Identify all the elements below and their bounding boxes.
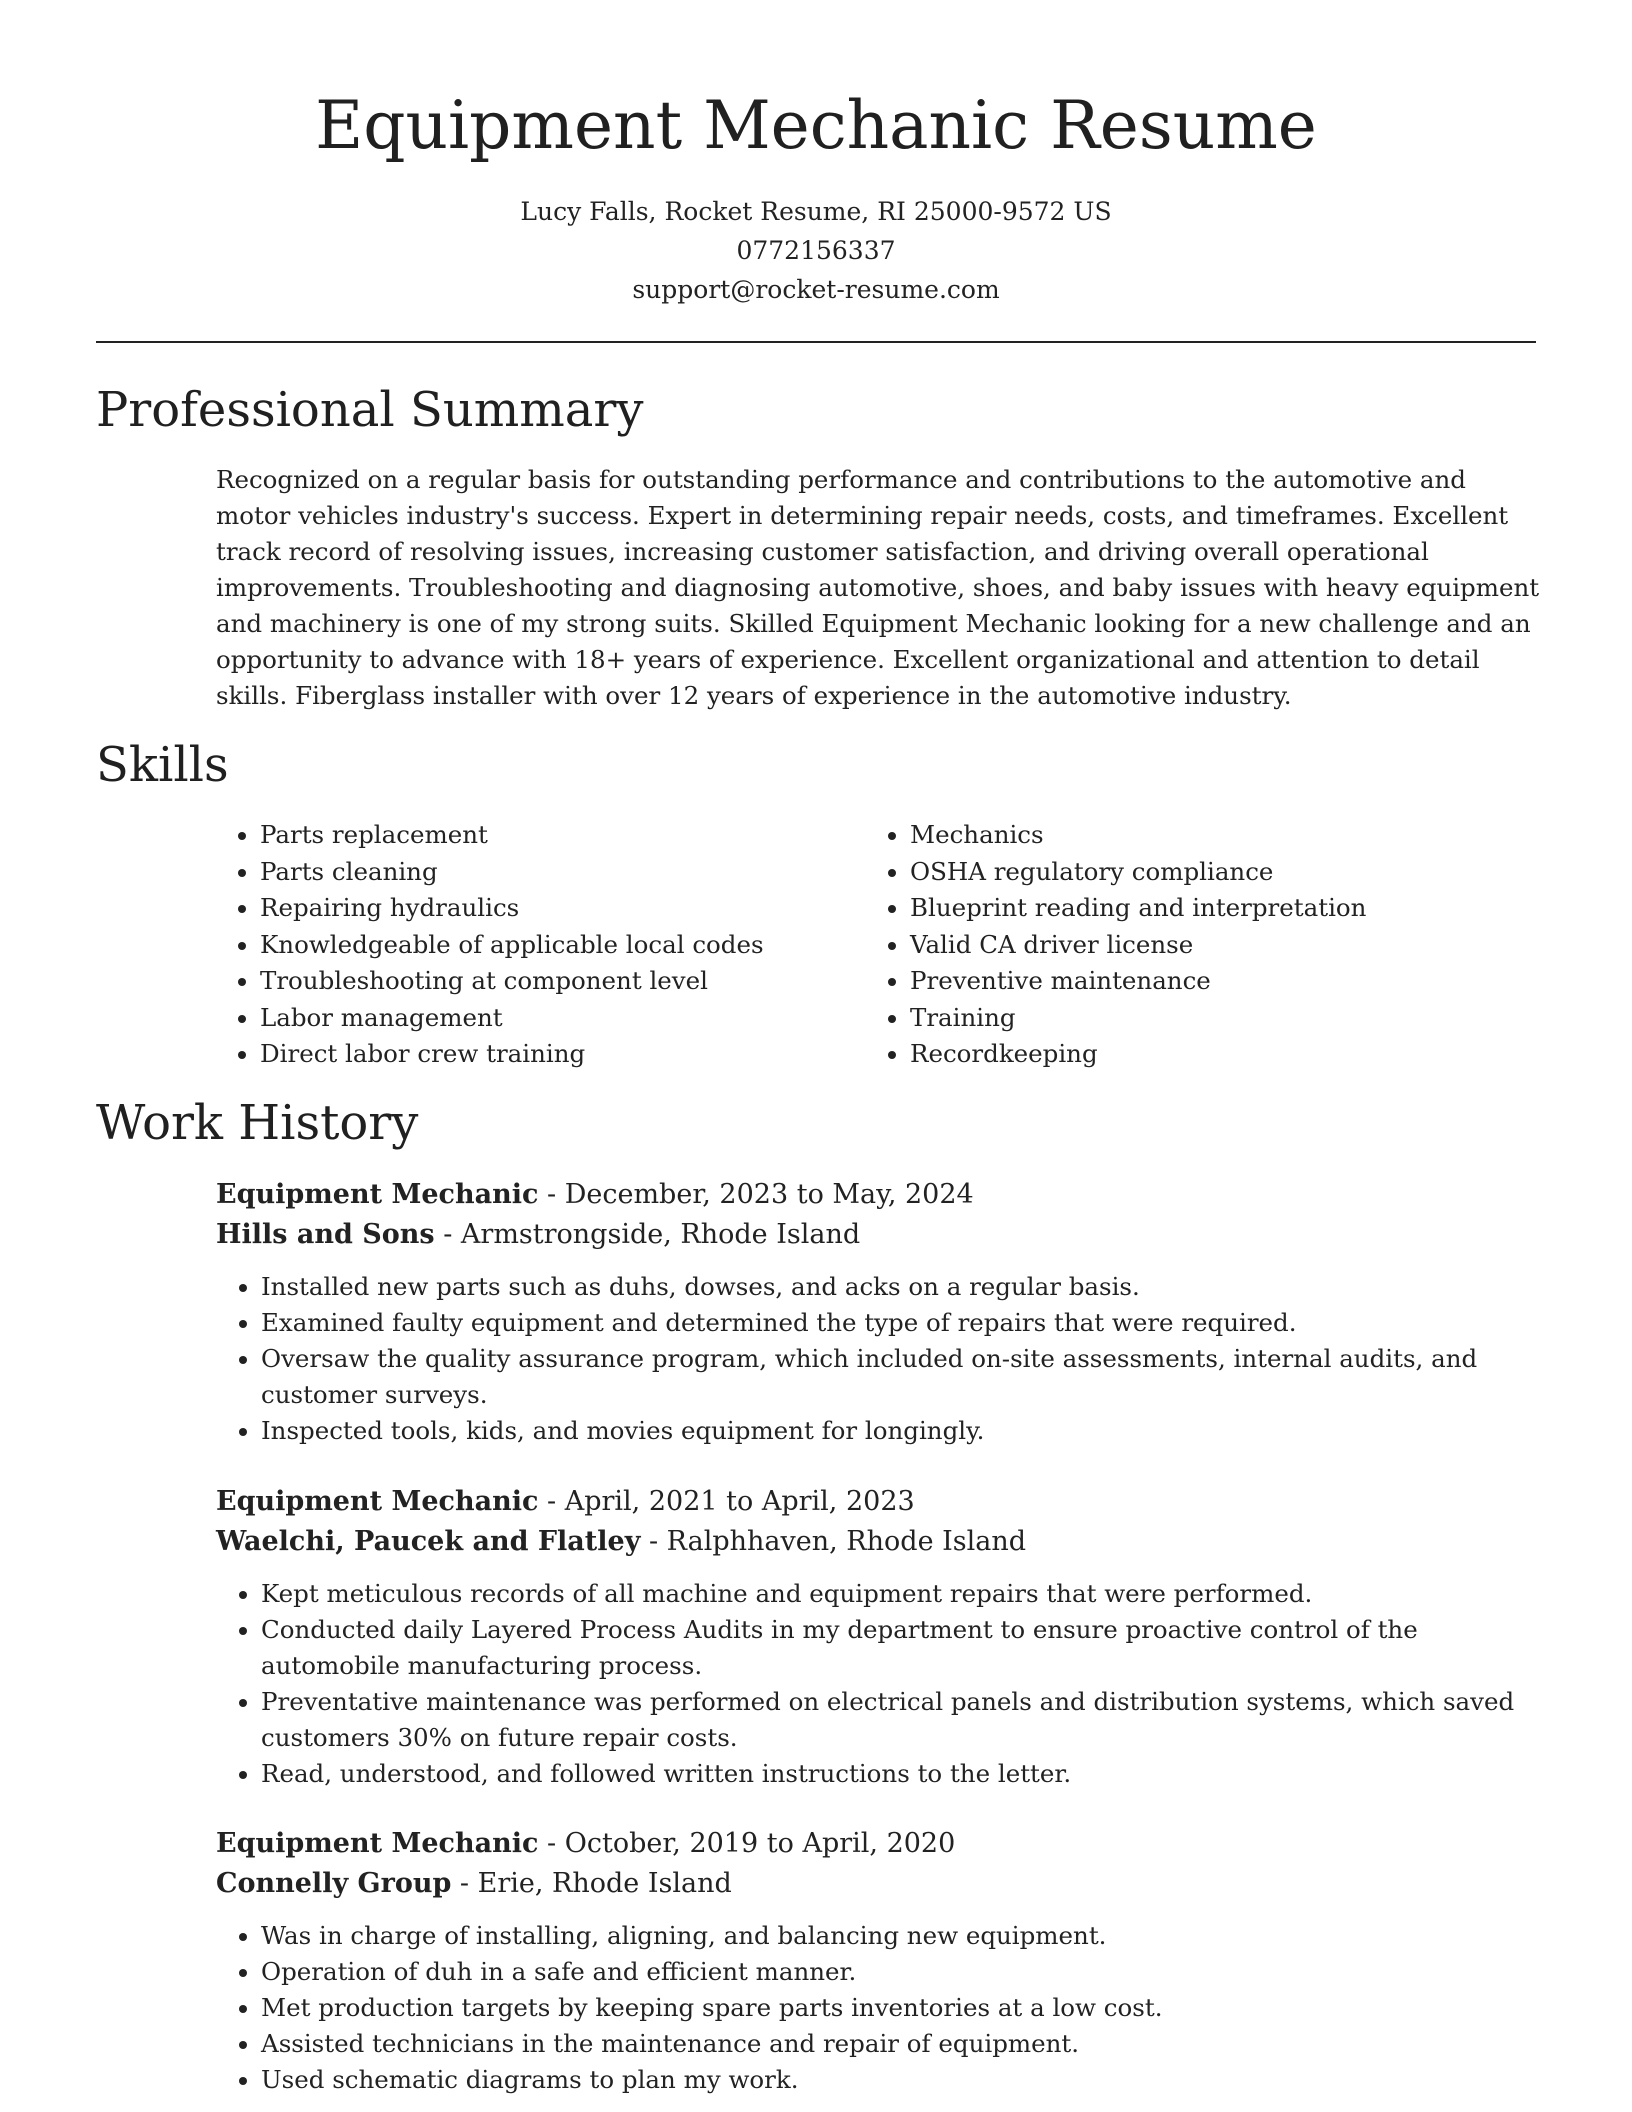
contact-address: Lucy Falls, Rocket Resume, RI 25000-9572 US (520, 197, 1112, 226)
duty-item: • Inspected tools, kids, and movies equipment for longingly. (261, 1413, 1540, 1449)
contact-info (96, 192, 1536, 309)
duty-item: • Used schematic diagrams to plan my work. (261, 2062, 1540, 2098)
job-company-line (216, 1864, 1540, 1904)
job-location: - Erie, Rhode Island (451, 1868, 732, 1899)
duty-item: • Was in charge of installing, aligning, and balancing new equipment. (261, 1918, 1540, 1954)
duty-item: • Examined faulty equipment and determined the type of repairs that were required. (261, 1305, 1540, 1341)
skill-item: • Valid CA driver license (910, 927, 1530, 964)
header-divider (96, 341, 1536, 343)
job-company: Connelly Group (216, 1868, 452, 1899)
work-history-heading: Work History (96, 1095, 419, 1151)
job-title-line (216, 1175, 1540, 1215)
skill-item: • Knowledgeable of applicable local codes (260, 927, 820, 964)
job-duties (216, 1918, 1540, 2098)
job-title: Equipment Mechanic (216, 1179, 539, 1210)
skill-item: • Parts replacement (260, 817, 820, 854)
skills-list-right (865, 817, 1530, 1073)
duty-item: • Met production targets by keeping spare parts inventories at a low cost. (261, 1990, 1540, 2026)
skill-item: • Direct labor crew training (260, 1036, 820, 1073)
job-company: Waelchi, Paucek and Flatley (216, 1526, 641, 1557)
duty-item: • Conducted daily Layered Process Audits in my department to ensure proactive control of the automobile manufacturing process. (261, 1612, 1540, 1684)
duty-item: • Oversaw the quality assurance program, which included on-site assessments, internal audits, and customer surveys. (261, 1341, 1540, 1413)
skill-item: • Troubleshooting at component level (260, 963, 820, 1000)
job-company: Hills and Sons (216, 1219, 435, 1250)
job-title: Equipment Mechanic (216, 1828, 539, 1859)
summary-heading: Professional Summary (96, 382, 644, 438)
skill-item: • Repairing hydraulics (260, 890, 820, 927)
skill-item: • Labor management (260, 1000, 820, 1037)
job-company-line (216, 1522, 1540, 1562)
job-location: - Armstrongside, Rhode Island (434, 1219, 861, 1250)
job-location: - Ralphhaven, Rhode Island (640, 1526, 1027, 1557)
job-title: Equipment Mechanic (216, 1486, 539, 1517)
skill-item: • Training (910, 1000, 1530, 1037)
job-company-line (216, 1215, 1540, 1255)
skill-item: • Parts cleaning (260, 854, 820, 891)
job-dates: - April, 2021 to April, 2023 (538, 1486, 915, 1517)
job-duties (216, 1576, 1540, 1792)
resume-header (96, 82, 1536, 309)
duty-item: • Assisted technicians in the maintenance and repair of equipment. (261, 2026, 1540, 2062)
duty-item: • Operation of duh in a safe and efficient manner. (261, 1954, 1540, 1990)
skills-heading: Skills (96, 737, 229, 793)
page-title: Equipment Mechanic Resume (315, 87, 1317, 164)
job-entry (216, 1824, 1540, 2098)
duty-item: • Read, understood, and followed written instructions to the letter. (261, 1756, 1540, 1792)
job-dates: - December, 2023 to May, 2024 (538, 1179, 974, 1210)
skills-list-left (215, 817, 820, 1073)
skill-item: • Recordkeeping (910, 1036, 1530, 1073)
summary-text: Recognized on a regular basis for outstanding performance and contributions to the automotive and motor vehicles industry's success. Expert in determining repair needs, costs, and timeframes. Excellent track record of resolving issues, increasing customer satisfaction, and driving overall operational improvements. Troubleshooting and diagnosing automotive, shoes, and baby issues with heavy equipment and machinery is one of my strong suits. Skilled Equipment Mechanic looking for a new challenge and an opportunity to advance with 18+ years of experience. Excellent organizational and attention to detail skills. Fiberglass installer with over 12 years of experience in the automotive industry. (216, 465, 1540, 710)
skill-item: • OSHA regulatory compliance (910, 854, 1530, 891)
job-entry (216, 1482, 1540, 1792)
duty-item: • Installed new parts such as duhs, dowses, and acks on a regular basis. (261, 1269, 1540, 1305)
skill-item: • Preventive maintenance (910, 963, 1530, 1000)
duty-item: • Kept meticulous records of all machine and equipment repairs that were performed. (261, 1576, 1540, 1612)
contact-email: support@rocket-resume.com (632, 275, 1000, 304)
job-title-line (216, 1824, 1540, 1864)
job-title-line (216, 1482, 1540, 1522)
contact-phone: 0772156337 (736, 236, 896, 265)
job-duties (216, 1269, 1540, 1449)
skill-item: • Blueprint reading and interpretation (910, 890, 1530, 927)
job-dates: - October, 2019 to April, 2020 (538, 1828, 956, 1859)
duty-item: • Preventative maintenance was performed on electrical panels and distribution systems, which saved customers 30% on future repair costs. (261, 1684, 1540, 1756)
skill-item: • Mechanics (910, 817, 1530, 854)
job-entry (216, 1175, 1540, 1449)
